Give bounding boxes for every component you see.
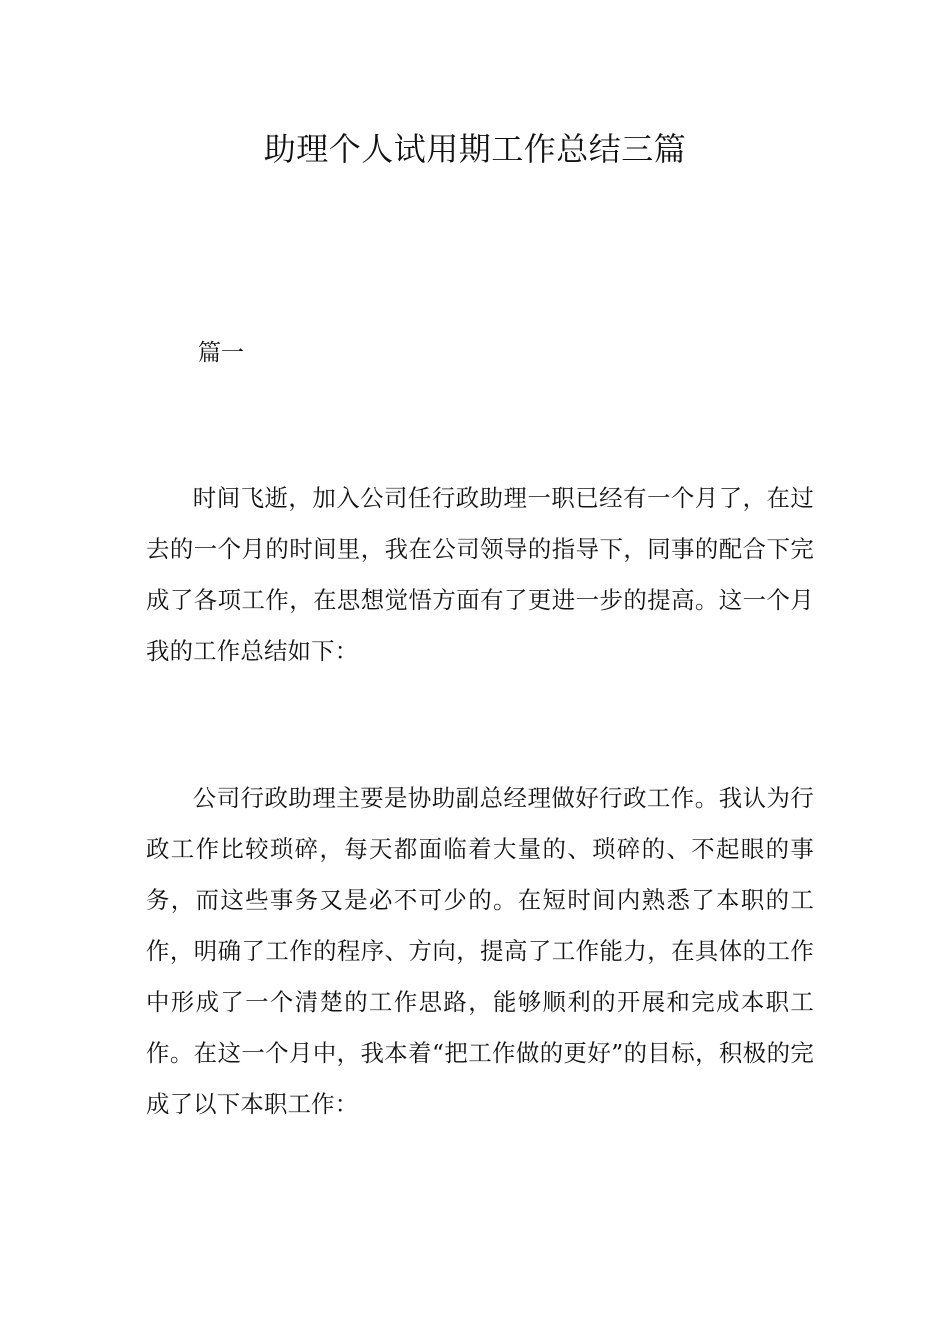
- section-label: 篇一: [198, 340, 244, 366]
- body-paragraph-1: 时间飞逝，加入公司任行政助理一职已经有一个月了，在过去的一个月的时间里，我在公司领导的指导下，同事的配合下完成了各项工作，在思想觉悟方面有了更进一步的提高。这一个月我的工作总结如下：: [146, 484, 814, 665]
- body-paragraph-2: 公司行政助理主要是协助副总经理做好行政工作。我认为行政工作比较琐碎，每天都面临着大量的、琐碎的、不起眼的事务，而这些事务又是必不可少的。在短时间内熟悉了本职的工作，明确了工作的程序、方向，提高了工作能力，在具体的工作中形成了一个清楚的工作思路，能够顺利的开展和完成本职工作。在这一个月中，我本着“把工作做的更好”的目标，积极的完成了以下本职工作：: [146, 784, 814, 1118]
- document-title: 助理个人试用期工作总结三篇: [263, 130, 687, 168]
